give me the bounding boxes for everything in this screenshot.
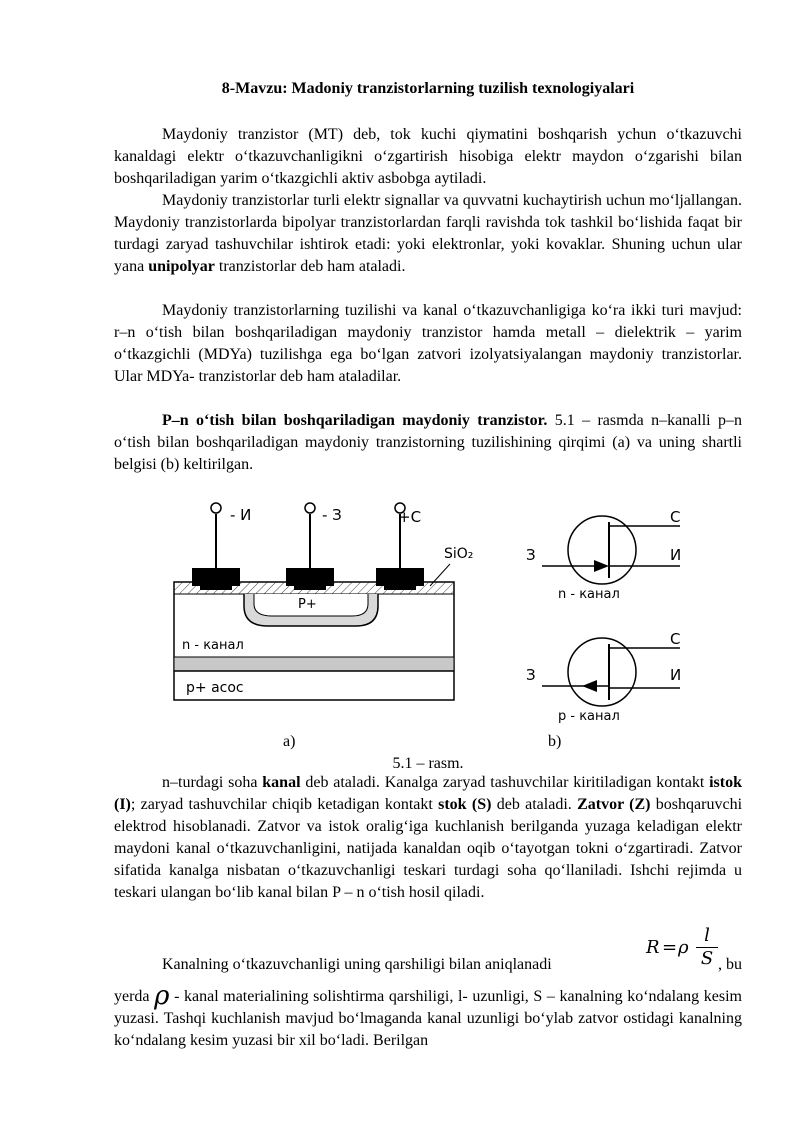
paragraph-text: deb ataladi. Kanalga zaryad tashuvchilar kiritiladigan kontakt [300,774,710,791]
source-terminal-label: - И [230,506,252,524]
bold-term: unipolyar [148,258,215,275]
formula-eq: = [662,937,678,958]
figure-label-a: a) [283,733,296,750]
n-channel-label: n - канал [182,638,244,653]
paragraph-text: ; zaryad tashuvchilar chiqib ketadigan kontakt [130,796,439,813]
paragraph-text: deb ataladi. [491,796,578,813]
terminal-circle [305,503,315,513]
page-title: 8-Mavzu: Madoniy tranzistorlarning tuzilish texnologiyalari [221,80,635,97]
sym-source-label: И [670,666,682,684]
figure-caption: 5.1 – rasm. [392,755,464,772]
resistance-formula [640,925,730,975]
drain-terminal-label: +С [398,508,422,526]
paragraph-text: tranzistorlar deb ham ataladi. [214,258,406,275]
paragraph-text: yerda [114,988,155,1005]
formula-fraction [696,925,718,969]
formula-lhs: R [646,937,660,958]
n-channel-symbol [526,508,681,602]
rho-symbol: ρ [154,981,170,1011]
formula-rho: ρ [678,937,689,958]
sym-source-label: И [670,546,682,564]
paragraph-text: boshqaruvchi elektrod hisoblanadi. Zatvor va istok oralig‘iga kuchlanish berilganda yuzaga keladigan elektr maydoni kanal o‘tkazuvchanligini, natijada kanaldan oqib o‘tayotgan tokni o‘zgartiradi. Zatvor sifatida kanalga nisbatan o‘tkazuvchanligi teskari turdagi soha qo‘llaniladi. Ishchi rejimda u teskari ulangan bo‘lib kanal bilan P – n o‘tish hosil qiladi. [114,796,743,901]
terminal-circle [211,503,221,513]
bold-term: Zatvor (Z) [577,796,651,813]
sym-drain-label: С [670,630,681,648]
gate-terminal-label: - З [322,506,342,524]
formula-denominator: S [700,948,714,969]
paragraph-rho-definition [114,981,743,1052]
paragraph-pn-heading [114,410,742,476]
bold-term: stok (S) [438,796,492,813]
bold-term: kanal [262,774,301,791]
paragraph-text: Maydoniy tranzistorlar turli elektr signallar va quvvatni kuchaytirish uchun mo‘ljallangan. Maydoniy tranzistorlarda bipolyar tranzistorlardan farqli ravishda tok tashkil bo‘lishida faqat bir turdagi zaryad tashuvchilar ishtirok etadi: yoki elektronlar, yoki kovaklar. Shuning uchun ular yana [114,192,742,275]
p-plus-label: P+ [298,597,317,612]
sym-n-channel-label: n - канал [558,587,620,602]
sym-drain-label: С [670,508,681,526]
paragraph-types [114,300,742,388]
paragraph-definition [114,124,742,190]
paragraph-text: , bu [718,956,742,973]
dotted-band [174,657,454,671]
sio2-label: SiO₂ [444,546,474,562]
p-channel-symbol [526,630,681,724]
figure-label-b: b) [548,733,562,750]
paragraph-text: n–turdagi soha [162,774,263,791]
paragraph-terminals [114,772,742,904]
sym-gate-label: З [526,546,536,564]
paragraph-text: Maydoniy tranzistor (MT) deb, tok kuchi qiymatini boshqarish ychun o‘tkazuvchi kanaldagi elektr o‘tkazuvchanligikni o‘zgartirish hisobiga elektr maydon o‘zgarishi bilan boshqariladigan yarim o‘tkazgichli aktiv asbobga aytiladi. [114,126,742,187]
paragraph-text: Kanalning o‘tkazuvchanligi uning qarshiligi bilan aniqlanadi [162,956,552,973]
bold-heading: P–n o‘tish bilan boshqariladigan maydoniy tranzistor. [162,412,548,429]
sym-p-channel-label: p - канал [558,709,620,724]
substrate-label: p+ асос [186,680,244,696]
paragraph-text: 5.1 – rasmda n–kanalli p–n o‘tish bilan boshqariladigan maydoniy tranzistorning tuzilishining qirqimi (a) va uning shartli belgisi (b) keltirilgan. [114,412,742,473]
sym-gate-label: З [526,666,536,684]
paragraph-purpose [114,190,742,278]
formula-numerator: l [704,925,710,946]
transistor-figure [160,494,680,734]
cross-section-diagram [174,503,473,700]
paragraph-text: Maydoniy tranzistorlarning tuzilishi va kanal o‘tkazuvchanligiga ko‘ra ikki turi mavjud: r–n o‘tish bilan boshqariladigan maydoniy tranzistor hamda metall – dielektrik – yarim o‘tkazgichli (MDYa) tuzilishga ega bo‘lgan zatvori izolyatsiyalangan maydoniy tranzistorlar. Ular MDYa- tranzistorlar deb ham ataladilar. [114,302,742,385]
bold-term: istok (I) [114,774,742,813]
paragraph-text: - kanal materialining solishtirma qarshiligi, l- uzunligi, S – kanalning ko‘ndalang kesim yuzasi. Tashqi kuchlanish mavjud bo‘lmaganda kanal uzunligi bo‘ylab zatvor ostidagi kanalning ko‘ndalang kesim yuzasi bir xil bo‘ladi. Berilgan [114,988,743,1049]
